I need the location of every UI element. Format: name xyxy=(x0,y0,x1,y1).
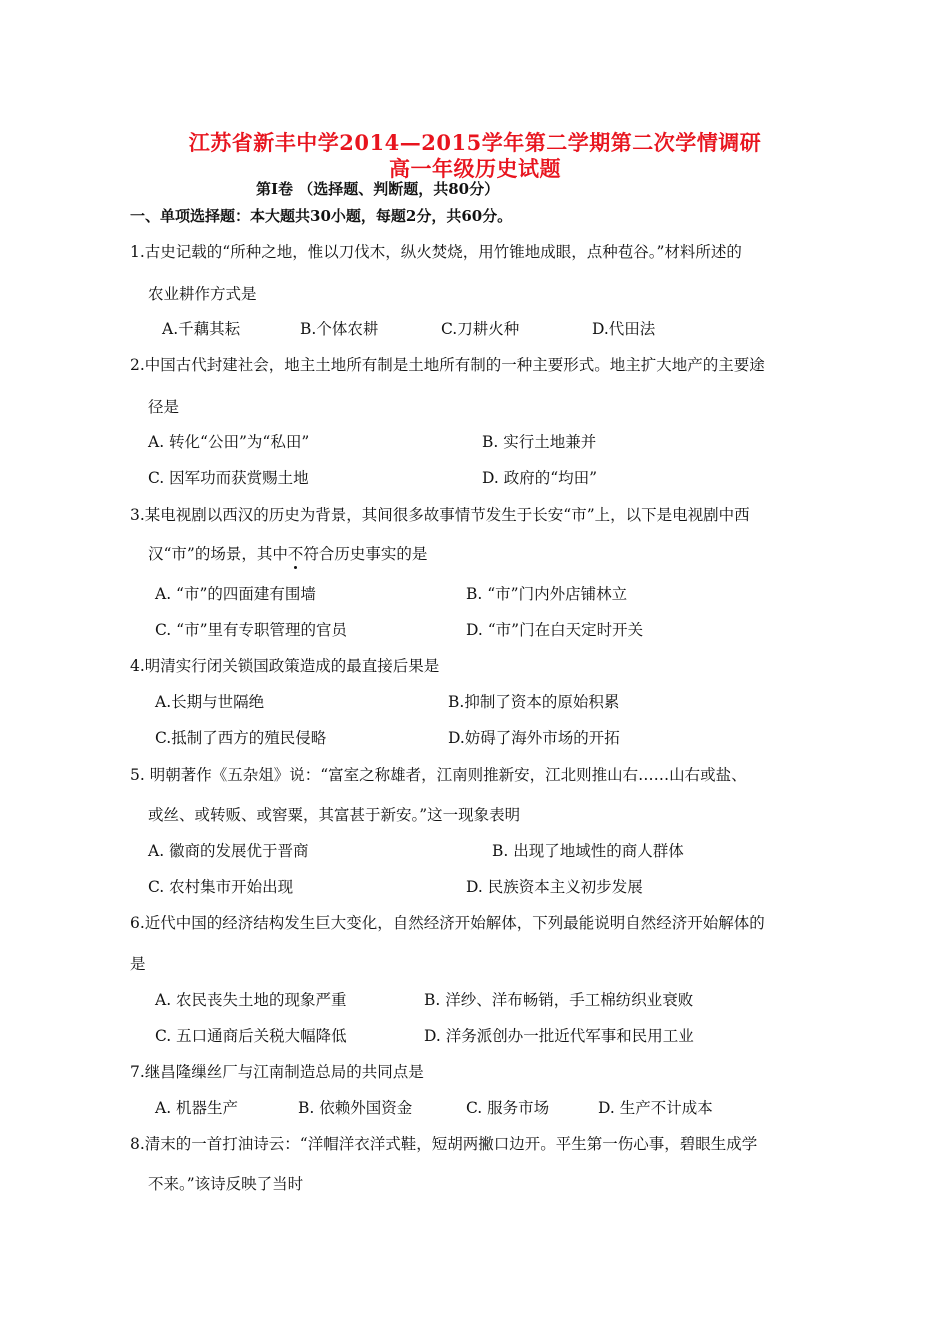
question-7-option-a: A. 机器生产 xyxy=(155,1099,239,1117)
question-4-option-d: D.妨碍了海外市场的开拓 xyxy=(448,729,620,747)
question-5-option-c: C. 农村集市开始出现 xyxy=(148,878,294,896)
question-3-option-c: C. “市”里有专职管理的官员 xyxy=(155,621,348,639)
question-7-option-c: C. 服务市场 xyxy=(466,1099,550,1117)
question-2-option-b: B. 实行土地兼并 xyxy=(482,433,597,451)
section-heading: 一、单项选择题：本大题共30小题，每题2分，共60分。 xyxy=(130,207,513,225)
question-1-option-b: B.个体农耕 xyxy=(300,320,379,338)
question-1-stem-line-1: 1.古史记载的“所种之地，惟以刀伐木，纵火焚烧，用竹锥地成眼，点种苞谷。”材料所述的 xyxy=(130,243,742,261)
question-1-option-d: D.代田法 xyxy=(592,320,656,338)
question-3-stem-text-b: 符合历史事实的是 xyxy=(303,545,428,563)
question-6-stem-line-1: 6.近代中国的经济结构发生巨大变化，自然经济开始解体，下列最能说明自然经济开始解体的 xyxy=(130,914,765,932)
question-4-option-a: A.长期与世隔绝 xyxy=(155,693,265,711)
question-6-stem-line-2: 是 xyxy=(130,955,146,973)
question-6-option-c: C. 五口通商后关税大幅降低 xyxy=(155,1027,347,1045)
question-2-option-d: D. 政府的“均田” xyxy=(482,469,598,487)
emphasis-dot-word: 不 xyxy=(287,545,304,563)
question-4-option-c: C.抵制了西方的殖民侵略 xyxy=(155,729,327,747)
question-3-option-a: A. “市”的四面建有围墙 xyxy=(155,585,316,603)
question-4-option-b: B.抑制了资本的原始积累 xyxy=(448,693,620,711)
question-2-stem-line-2: 径是 xyxy=(148,398,180,416)
question-5-option-a: A. 徽商的发展优于晋商 xyxy=(148,842,309,860)
question-8-stem-line-2: 不来。”该诗反映了当时 xyxy=(148,1175,304,1193)
question-3-stem-line-2 xyxy=(148,542,427,564)
question-6-option-b: B. 洋纱、洋布畅销，手工棉纺织业衰败 xyxy=(424,991,694,1009)
question-3-option-b: B. “市”门内外店铺林立 xyxy=(466,585,628,603)
question-7-option-b: B. 依赖外国资金 xyxy=(298,1099,413,1117)
question-7-option-d: D. 生产不计成本 xyxy=(598,1099,713,1117)
question-3-stem-text-a: 汉“市”的场景，其中 xyxy=(148,545,288,563)
question-6-option-a: A. 农民丧失土地的现象严重 xyxy=(155,991,347,1009)
question-3-option-d: D. “市”门在白天定时开关 xyxy=(466,621,644,639)
question-3-stem-line-1: 3.某电视剧以西汉的历史为背景，其间很多故事情节发生于长安“市”上，以下是电视剧中西 xyxy=(130,506,750,524)
question-5-option-d: D. 民族资本主义初步发展 xyxy=(466,878,643,896)
question-6-option-d: D. 洋务派创办一批近代军事和民用工业 xyxy=(424,1027,694,1045)
question-5-option-b: B. 出现了地域性的商人群体 xyxy=(492,842,684,860)
part-heading: 第Ⅰ卷 （选择题、判断题，共80分） xyxy=(256,180,500,198)
question-2-option-a: A. 转化“公田”为“私田” xyxy=(148,433,310,451)
exam-title: 江苏省新丰中学2014—2015学年第二学期第二次学情调研 xyxy=(188,130,762,155)
exam-subtitle-grade: 高一年级历史试题 xyxy=(389,156,561,181)
question-5-stem-line-2: 或丝、或转贩、或窖粟，其富甚于新安。”这一现象表明 xyxy=(148,806,521,824)
question-4-stem-line-1: 4.明清实行闭关锁国政策造成的最直接后果是 xyxy=(130,657,440,675)
question-2-option-c: C. 因军功而获赏赐土地 xyxy=(148,469,309,487)
question-1-option-c: C.刀耕火种 xyxy=(441,320,520,338)
question-2-stem-line-1: 2.中国古代封建社会，地主土地所有制是土地所有制的一种主要形式。地主扩大地产的主要途 xyxy=(130,356,765,374)
question-5-stem-line-1: 5. 明朝著作《五杂俎》说：“富室之称雄者，江南则推新安，江北则推山右……山右或盐、 xyxy=(130,766,747,784)
question-8-stem-line-1: 8.清末的一首打油诗云：“洋帽洋衣洋式鞋，短胡两撇口边开。平生第一伤心事，碧眼生成学 xyxy=(130,1135,758,1153)
question-1-option-a: A.千藕其耘 xyxy=(162,320,241,338)
question-1-stem-line-2: 农业耕作方式是 xyxy=(148,285,257,303)
question-7-stem-line-1: 7.继昌隆缫丝厂与江南制造总局的共同点是 xyxy=(130,1063,424,1081)
